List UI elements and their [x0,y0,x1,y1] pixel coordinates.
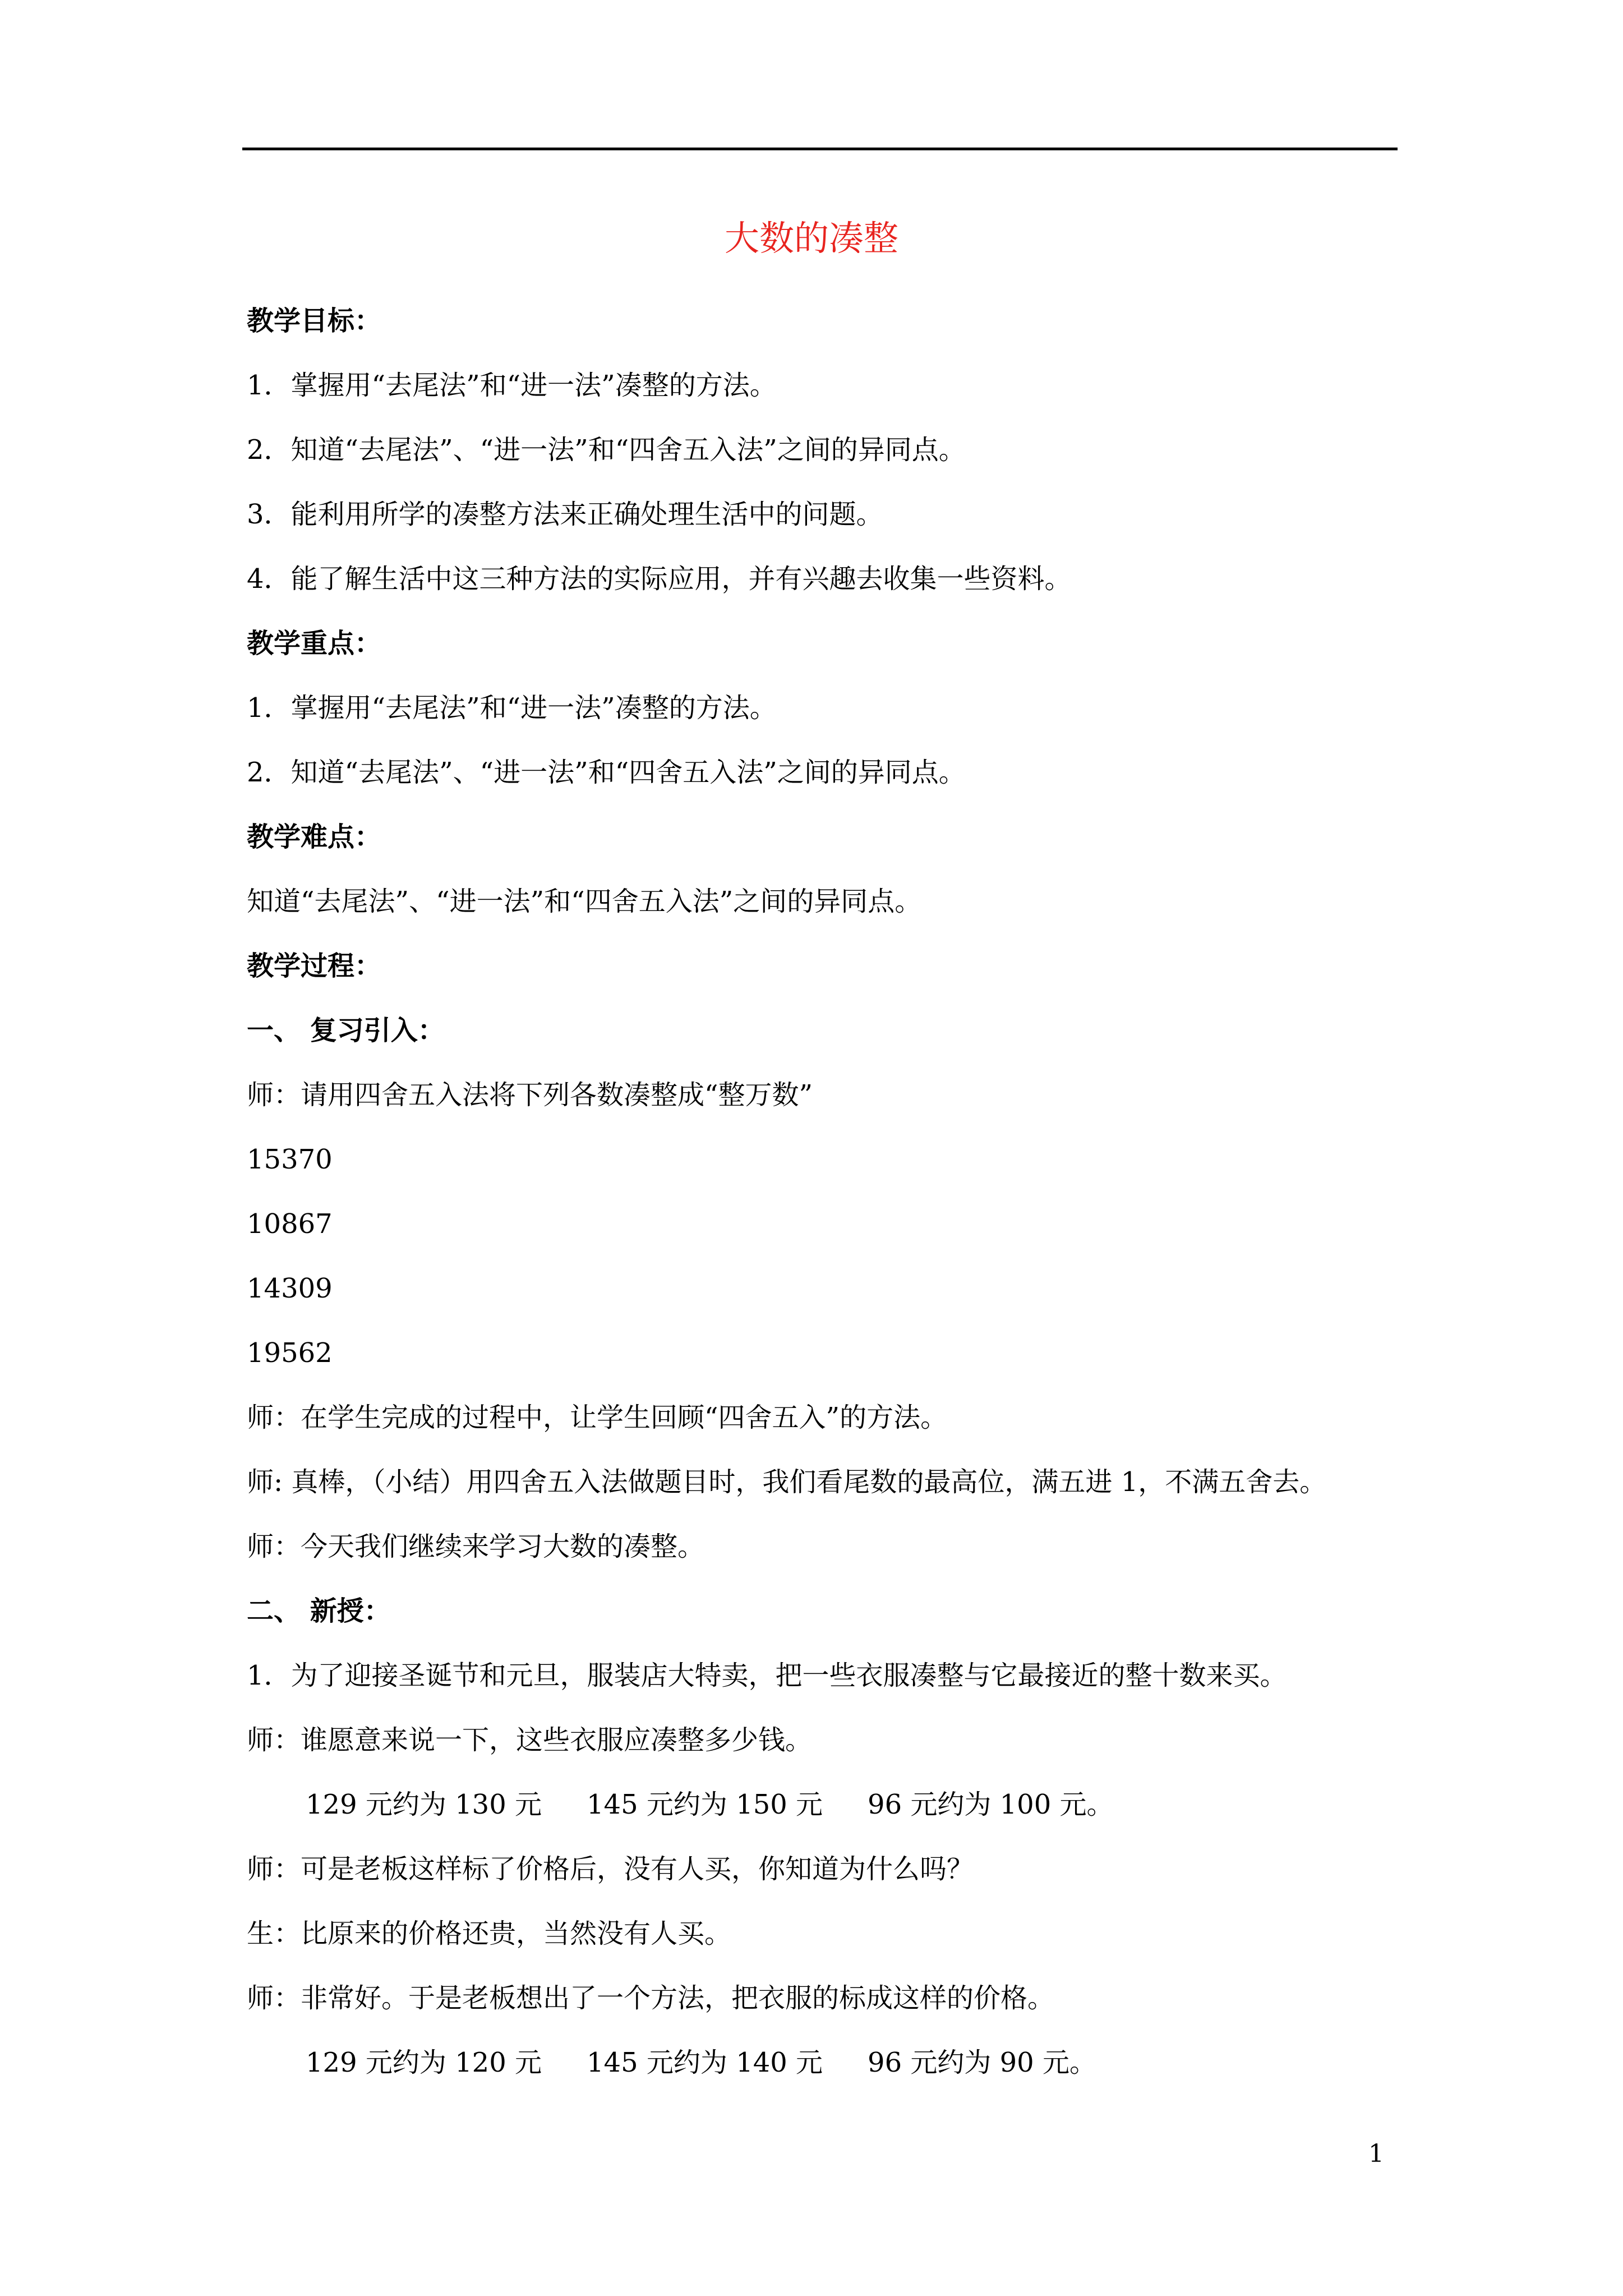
price-item: 129 元约为 120 元 [306,2047,542,2078]
key-point-item: 2．知道“去尾法”、“进一法”和“四舍五入法”之间的异同点。 [247,757,966,788]
number-item: 19562 [247,1337,333,1369]
price-item: 96 元约为 90 元。 [868,2047,1096,2078]
dialog-line: 生：比原来的价格还贵，当然没有人买。 [247,1918,732,1949]
process-heading: 教学过程： [247,950,382,982]
objectives-heading: 教学目标： [247,305,382,337]
price-item: 96 元约为 100 元。 [868,1789,1114,1820]
number-item: 10867 [247,1208,333,1240]
objective-item: 1．掌握用“去尾法”和“进一法”凑整的方法。 [247,370,777,401]
price-row-rounded-down [247,2031,1402,2095]
review-line: 师：今天我们继续来学习大数的凑整。 [247,1531,705,1562]
new-lesson-line: 1．为了迎接圣诞节和元旦，服装店大特卖，把一些衣服凑整与它最接近的整十数来买。 [247,1660,1287,1691]
review-line: 师: 真棒，（小结）用四舍五入法做题目时，我们看尾数的最高位，满五进 1，不满五舍去。 [247,1466,1327,1498]
price-item: 145 元约为 140 元 [587,2047,823,2078]
price-row-rounded-up [247,1773,1402,1837]
page-title: 大数的凑整 [724,218,898,259]
header-rule [242,148,1398,150]
objective-item: 3．能利用所学的凑整方法来正确处理生活中的问题。 [247,499,883,530]
price-item: 145 元约为 150 元 [587,1789,823,1820]
number-item: 15370 [247,1144,333,1175]
key-points-heading: 教学重点： [247,628,382,659]
objective-item: 2．知道“去尾法”、“进一法”和“四舍五入法”之间的异同点。 [247,434,966,466]
page-number: 1 [1368,2139,1384,2168]
dialog-line: 师：可是老板这样标了价格后，没有人买，你知道为什么吗？ [247,1853,974,1885]
difficulty-text: 知道“去尾法”、“进一法”和“四舍五入法”之间的异同点。 [247,886,922,917]
dialog-line: 师：非常好。于是老板想出了一个方法，把衣服的标成这样的价格。 [247,1982,1055,2014]
review-heading: 一、 复习引入： [247,1015,445,1046]
document-body [247,289,1402,2095]
new-lesson-line: 师：谁愿意来说一下，这些衣服应凑整多少钱。 [247,1724,813,1756]
price-item: 129 元约为 130 元 [306,1789,542,1820]
new-lesson-heading: 二、 新授： [247,1595,391,1627]
number-item: 14309 [247,1273,333,1304]
review-line: 师：在学生完成的过程中，让学生回顾“四舍五入”的方法。 [247,1402,948,1433]
key-point-item: 1．掌握用“去尾法”和“进一法”凑整的方法。 [247,692,777,724]
difficulty-heading: 教学难点： [247,821,382,853]
objective-item: 4．能了解生活中这三种方法的实际应用，并有兴趣去收集一些资料。 [247,563,1072,595]
review-prompt: 师：请用四舍五入法将下列各数凑整成“整万数” [247,1079,813,1111]
